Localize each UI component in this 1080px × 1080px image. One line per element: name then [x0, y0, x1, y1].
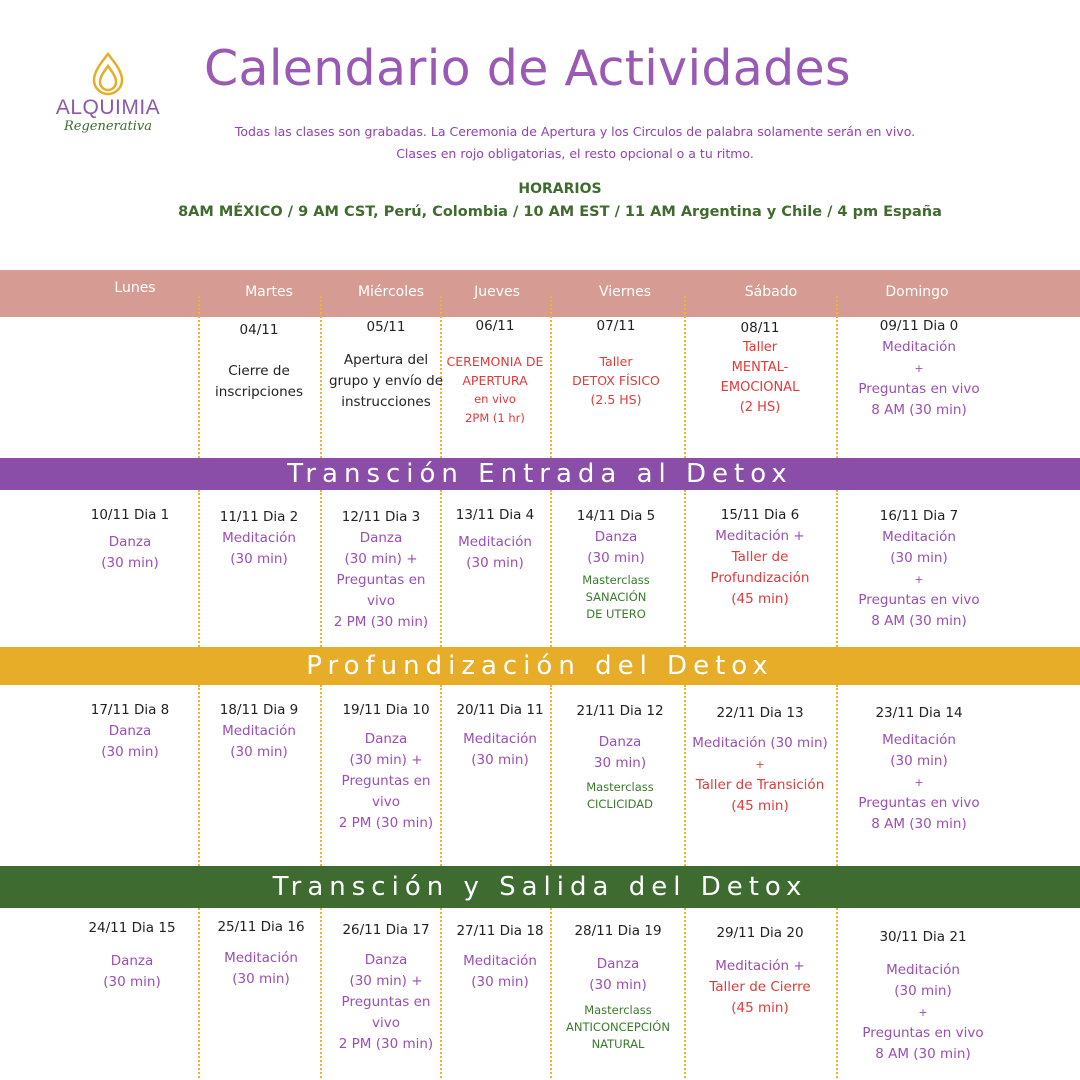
cell-date: 17/11 Dia 8 — [90, 702, 170, 718]
cell-date: 10/11 Dia 1 — [90, 507, 170, 523]
cell-line: (45 min) — [731, 1000, 789, 1016]
cell-line: Danza — [108, 534, 152, 550]
cell-line: vivo — [372, 794, 400, 810]
cell-line: Taller de — [731, 549, 789, 565]
cell-date: 30/11 Dia 21 — [879, 929, 967, 945]
cell-line: (30 min) + — [344, 551, 418, 567]
cell-date: 04/11 — [239, 322, 279, 338]
cell-13-11 — [442, 505, 548, 574]
cell-line: Meditación — [463, 953, 537, 969]
cell-date: 22/11 Dia 13 — [716, 705, 804, 721]
cell-line: 2 PM (30 min) — [338, 815, 434, 831]
band-profundizacion: Profundización del Detox — [0, 647, 1080, 685]
cell-line: (30 min) — [103, 974, 161, 990]
cell-line: (30 min) — [894, 983, 952, 999]
cell-line: DE UTERO — [586, 607, 646, 621]
cell-line: Danza — [598, 734, 642, 750]
cell-date: 16/11 Dia 7 — [879, 508, 959, 524]
cell-24-11 — [62, 918, 202, 993]
cell-line: EMOCIONAL — [720, 380, 800, 395]
day-saturday: Sábado — [744, 284, 798, 300]
subtitle-line-1: Todas las clases son grabadas. La Ceremonia de Apertura y los Circulos de palabra solamente serán en vivo. — [234, 124, 916, 139]
cell-line: (30 min) — [466, 555, 524, 571]
cell-date: 25/11 Dia 16 — [217, 919, 305, 935]
cell-date: 21/11 Dia 12 — [576, 703, 664, 719]
cell-20-11 — [442, 700, 558, 771]
cell-06-11 — [442, 317, 548, 428]
cell-date: 14/11 Dia 5 — [576, 508, 656, 524]
cell-line: (30 min) — [230, 744, 288, 760]
cell-09-11 — [838, 316, 1000, 421]
cell-line: Profundización — [710, 570, 810, 586]
cell-11-11 — [200, 507, 318, 570]
cell-line: 2PM (1 hr) — [465, 411, 525, 425]
logo-icon — [88, 52, 128, 96]
cell-line: (30 min) — [890, 753, 948, 769]
cell-line: Taller de Transición — [695, 777, 825, 793]
cell-line: Cierre de — [228, 363, 290, 379]
cell-line: (2 HS) — [739, 400, 781, 415]
cell-line: Masterclass — [586, 780, 654, 794]
column-divider — [836, 908, 838, 1078]
cell-line: (2.5 HS) — [590, 392, 642, 407]
cell-line: inscripciones — [215, 384, 303, 400]
cell-line: (45 min) — [731, 798, 789, 814]
horarios-label: HORARIOS — [518, 181, 602, 197]
cell-line: Danza — [594, 529, 638, 545]
cell-date: 12/11 Dia 3 — [341, 509, 421, 525]
cell-date: 13/11 Dia 4 — [455, 507, 535, 523]
cell-line: Masterclass — [584, 1003, 652, 1017]
cell-date: 06/11 — [475, 318, 515, 334]
cell-15-11 — [686, 505, 834, 610]
cell-line: (30 min) — [232, 971, 290, 987]
cell-line: 8 AM (30 min) — [871, 402, 967, 418]
day-monday: Lunes — [114, 280, 156, 296]
cell-line: 8 AM (30 min) — [871, 613, 967, 629]
cell-line: grupo y envío de — [328, 373, 444, 389]
cell-line: CEREMONIA DE — [446, 354, 544, 369]
cell-line: instrucciones — [341, 394, 431, 410]
cell-line: + — [918, 1006, 928, 1019]
band-transicion-entrada: Transción Entrada al Detox — [0, 458, 1080, 490]
cell-26-11 — [322, 920, 450, 1055]
cell-line: Meditación — [458, 534, 532, 550]
cell-line: (30 min) — [589, 977, 647, 993]
cell-line: Danza — [364, 952, 408, 968]
day-thursday: Jueves — [474, 284, 520, 300]
cell-line: (30 min) — [230, 551, 288, 567]
cell-date: 11/11 Dia 2 — [219, 509, 299, 525]
cell-date: 08/11 — [740, 320, 780, 336]
cell-date: 28/11 Dia 19 — [574, 923, 662, 939]
cell-line: (30 min) — [101, 555, 159, 571]
cell-line: (45 min) — [731, 591, 789, 607]
cell-line: Preguntas en — [341, 994, 431, 1010]
cell-line: + — [755, 758, 765, 771]
cell-line: SANACIÓN — [585, 590, 647, 604]
band-transicion-salida: Transción y Salida del Detox — [0, 866, 1080, 908]
cell-line: Taller — [599, 354, 633, 369]
cell-line: vivo — [367, 593, 395, 609]
cell-line: 8 AM (30 min) — [875, 1046, 971, 1062]
cell-line: en vivo — [474, 392, 516, 406]
cell-line: Danza — [108, 723, 152, 739]
cell-line: Meditación — [882, 732, 956, 748]
cell-18-11 — [200, 700, 318, 763]
cell-date: 26/11 Dia 17 — [342, 922, 430, 938]
cell-line: Taller — [742, 340, 778, 355]
cell-line: (30 min) + — [349, 752, 423, 768]
cell-line: Meditación — [222, 723, 296, 739]
cell-line: Meditación — [222, 530, 296, 546]
cell-line: Meditación — [886, 962, 960, 978]
cell-date: 05/11 — [366, 319, 406, 335]
cell-line: NATURAL — [591, 1037, 645, 1051]
cell-line: Meditación — [224, 950, 298, 966]
cell-date: 23/11 Dia 14 — [875, 705, 963, 721]
cell-12-11 — [322, 507, 440, 633]
cell-line: vivo — [372, 1015, 400, 1031]
cell-line: Danza — [596, 956, 640, 972]
cell-line: DETOX FÍSICO — [572, 373, 660, 388]
cell-line: Meditación — [882, 529, 956, 545]
logo-name: ALQUIMIA — [55, 96, 161, 119]
cell-line: + — [914, 362, 924, 375]
cell-line: (30 min) — [890, 550, 948, 566]
cell-line: ANTICONCEPCIÓN — [566, 1020, 670, 1034]
cell-line: + — [914, 776, 924, 789]
cell-line: Preguntas en vivo — [858, 795, 980, 811]
cell-date: 20/11 Dia 11 — [456, 702, 544, 718]
cell-line: Meditación — [463, 731, 537, 747]
cell-line: 2 PM (30 min) — [338, 1036, 434, 1052]
cell-date: 18/11 Dia 9 — [219, 702, 299, 718]
cell-line: MENTAL- — [731, 360, 789, 375]
cell-line: Masterclass — [582, 573, 650, 587]
cell-line: Apertura del — [343, 352, 429, 368]
cell-line: Preguntas en vivo — [858, 592, 980, 608]
cell-30-11 — [842, 927, 1004, 1065]
cell-line: Meditación (30 min) — [692, 735, 828, 751]
cell-line: Danza — [359, 530, 403, 546]
cell-line: 2 PM (30 min) — [333, 614, 429, 630]
cell-10-11 — [62, 505, 198, 574]
cell-line: Danza — [364, 731, 408, 747]
cell-line: Preguntas en vivo — [862, 1025, 984, 1041]
cell-05-11 — [322, 317, 450, 413]
cell-07-11 — [552, 317, 680, 409]
cell-date: 07/11 — [596, 318, 636, 334]
cell-date: 09/11 Dia 0 — [879, 318, 959, 334]
cell-08-11 — [686, 318, 834, 418]
cell-25-11 — [200, 917, 322, 990]
day-friday: Viernes — [598, 284, 652, 300]
cell-line: (30 min) — [587, 550, 645, 566]
cell-line: (30 min) + — [349, 973, 423, 989]
cell-line: Meditación + — [715, 958, 805, 974]
day-wednesday: Miércoles — [357, 284, 425, 300]
page-title: Calendario de Actividades — [204, 40, 851, 97]
cell-line: (30 min) — [101, 744, 159, 760]
cell-line: CICLICIDAD — [586, 797, 654, 811]
cell-date: 15/11 Dia 6 — [720, 507, 800, 523]
cell-line: (30 min) — [471, 752, 529, 768]
day-sunday: Domingo — [885, 284, 949, 300]
cell-28-11 — [552, 921, 684, 1053]
cell-04-11 — [200, 320, 318, 403]
cell-line: APERTURA — [462, 373, 528, 388]
cell-line: Preguntas en — [341, 773, 431, 789]
cell-17-11 — [62, 700, 198, 763]
cell-line: Preguntas en vivo — [858, 381, 980, 397]
cell-23-11 — [838, 703, 1000, 835]
cell-line: 30 min) — [593, 755, 647, 771]
cell-line: Preguntas en — [336, 572, 426, 588]
cell-date: 24/11 Dia 15 — [88, 920, 176, 936]
cell-21-11 — [556, 701, 684, 813]
cell-line: 8 AM (30 min) — [871, 816, 967, 832]
logo-tagline: Regenerativa — [63, 119, 152, 134]
subtitle-line-2: Clases en rojo obligatorias, el resto opcional o a tu ritmo. — [396, 146, 754, 161]
cell-line: Danza — [110, 953, 154, 969]
day-tuesday: Martes — [245, 284, 293, 300]
cell-line: Taller de Cierre — [709, 979, 811, 995]
cell-date: 27/11 Dia 18 — [456, 923, 544, 939]
horarios-text: 8AM MÉXICO / 9 AM CST, Perú, Colombia / 10 AM EST / 11 AM Argentina y Chile / 4 pm España — [178, 204, 942, 220]
cell-16-11 — [838, 506, 1000, 632]
cell-14-11 — [552, 506, 680, 623]
cell-line: + — [914, 573, 924, 586]
cell-19-11 — [322, 700, 450, 834]
cell-29-11 — [686, 923, 834, 1019]
cell-date: 29/11 Dia 20 — [716, 925, 804, 941]
cell-line: (30 min) — [471, 974, 529, 990]
cell-22-11 — [686, 703, 834, 817]
cell-line: Meditación — [882, 339, 956, 355]
cell-27-11 — [442, 921, 558, 993]
cell-line: Meditación + — [715, 528, 805, 544]
cell-date: 19/11 Dia 10 — [342, 702, 430, 718]
